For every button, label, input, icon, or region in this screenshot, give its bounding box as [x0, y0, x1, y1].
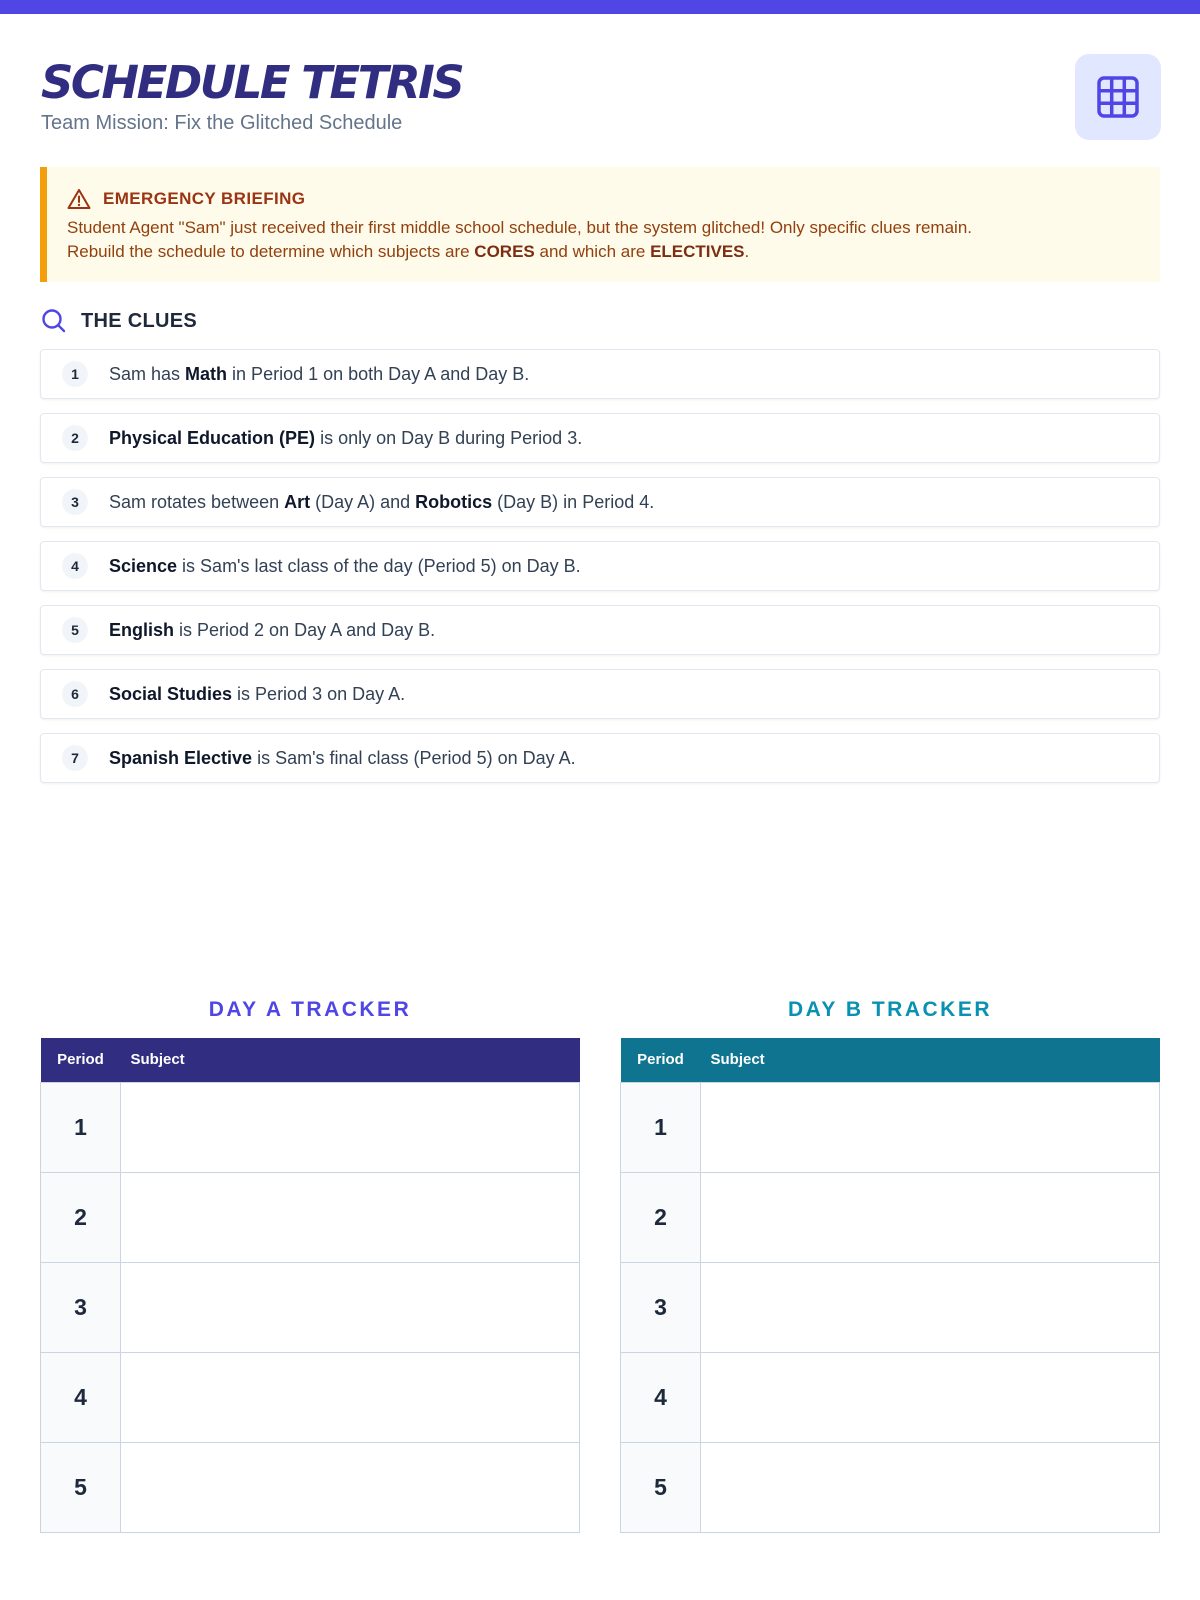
- period-column-header: Period: [621, 1038, 701, 1082]
- clue-item: [40, 477, 1160, 527]
- period-number: 1: [621, 1082, 701, 1172]
- clue-number: 7: [62, 745, 88, 771]
- grid-button[interactable]: [1075, 54, 1161, 140]
- table-row: [621, 1442, 1160, 1532]
- subject-cell[interactable]: [701, 1352, 1160, 1442]
- clue-item: [40, 541, 1160, 591]
- clues-title: THE CLUES: [81, 309, 198, 332]
- clue-number: 3: [62, 489, 88, 515]
- clue-item: [40, 413, 1160, 463]
- briefing-line-2: Rebuild the schedule to determine which subjects are CORES and which are ELECTIVES.: [67, 242, 750, 261]
- period-number: 2: [621, 1172, 701, 1262]
- table-row: [41, 1082, 580, 1172]
- day-a-tracker-title: DAY A TRACKER: [208, 998, 412, 1021]
- clue-item: [40, 349, 1160, 399]
- subject-cell[interactable]: [701, 1082, 1160, 1172]
- briefing-title: EMERGENCY BRIEFING: [103, 189, 306, 208]
- table-row: [621, 1172, 1160, 1262]
- clues-heading: [41, 306, 197, 336]
- day-b-tracker: [620, 995, 1160, 1533]
- warning-icon: [67, 188, 91, 210]
- clue-text: Science is Sam's last class of the day (Period 5) on Day B.: [109, 555, 581, 576]
- period-number: 2: [41, 1172, 121, 1262]
- table-row: [41, 1352, 580, 1442]
- clue-text: Spanish Elective is Sam's final class (Period 5) on Day A.: [109, 747, 576, 768]
- day-b-table: [620, 1038, 1160, 1533]
- subject-column-header: Subject: [701, 1038, 1160, 1082]
- day-a-table: [40, 1038, 580, 1533]
- clue-text: Social Studies is Period 3 on Day A.: [109, 683, 406, 704]
- clue-number: 5: [62, 617, 88, 643]
- clue-text: English is Period 2 on Day A and Day B.: [109, 619, 436, 640]
- subject-cell[interactable]: [121, 1352, 580, 1442]
- clue-number: 6: [62, 681, 88, 707]
- clue-text: Sam has Math in Period 1 on both Day A and Day B.: [109, 363, 530, 384]
- page-header: [41, 52, 1161, 142]
- clue-item: [40, 733, 1160, 783]
- electives-keyword: ELECTIVES: [650, 242, 745, 261]
- period-number: 3: [41, 1262, 121, 1352]
- clue-text: Sam rotates between Art (Day A) and Robotics (Day B) in Period 4.: [109, 491, 655, 512]
- briefing-text: [67, 216, 1160, 264]
- day-a-tracker: [40, 995, 580, 1533]
- day-b-tracker-title: DAY B TRACKER: [787, 998, 993, 1021]
- page-subtitle: Team Mission: Fix the Glitched Schedule: [41, 112, 403, 134]
- clue-item: [40, 605, 1160, 655]
- period-number: 1: [41, 1082, 121, 1172]
- period-number: 5: [621, 1442, 701, 1532]
- cores-keyword: CORES: [474, 242, 535, 261]
- subject-cell[interactable]: [121, 1262, 580, 1352]
- page-title: SCHEDULE TETRIS: [41, 56, 463, 109]
- period-column-header: Period: [41, 1038, 121, 1082]
- period-number: 4: [41, 1352, 121, 1442]
- subject-cell[interactable]: [121, 1172, 580, 1262]
- grid-icon: [1096, 75, 1140, 119]
- subject-cell[interactable]: [701, 1442, 1160, 1532]
- subject-cell[interactable]: [701, 1172, 1160, 1262]
- briefing-line-1: Student Agent "Sam" just received their first middle school schedule, but the system glitched! Only specific clues remain.: [67, 218, 973, 237]
- period-number: 5: [41, 1442, 121, 1532]
- subject-column-header: Subject: [121, 1038, 580, 1082]
- subject-cell[interactable]: [121, 1442, 580, 1532]
- emergency-briefing: [40, 167, 1160, 282]
- clue-number: 4: [62, 553, 88, 579]
- clue-text: Physical Education (PE) is only on Day B during Period 3.: [109, 427, 583, 448]
- table-row: [41, 1172, 580, 1262]
- subject-cell[interactable]: [121, 1082, 580, 1172]
- top-accent-bar: [0, 0, 1200, 14]
- table-row: [621, 1262, 1160, 1352]
- clue-item: [40, 669, 1160, 719]
- period-number: 3: [621, 1262, 701, 1352]
- search-icon: [41, 308, 67, 334]
- table-row: [621, 1082, 1160, 1172]
- period-number: 4: [621, 1352, 701, 1442]
- table-row: [41, 1442, 580, 1532]
- subject-cell[interactable]: [701, 1262, 1160, 1352]
- table-row: [621, 1352, 1160, 1442]
- clue-list: [40, 349, 1160, 797]
- clue-number: 2: [62, 425, 88, 451]
- clue-number: 1: [62, 361, 88, 387]
- table-row: [41, 1262, 580, 1352]
